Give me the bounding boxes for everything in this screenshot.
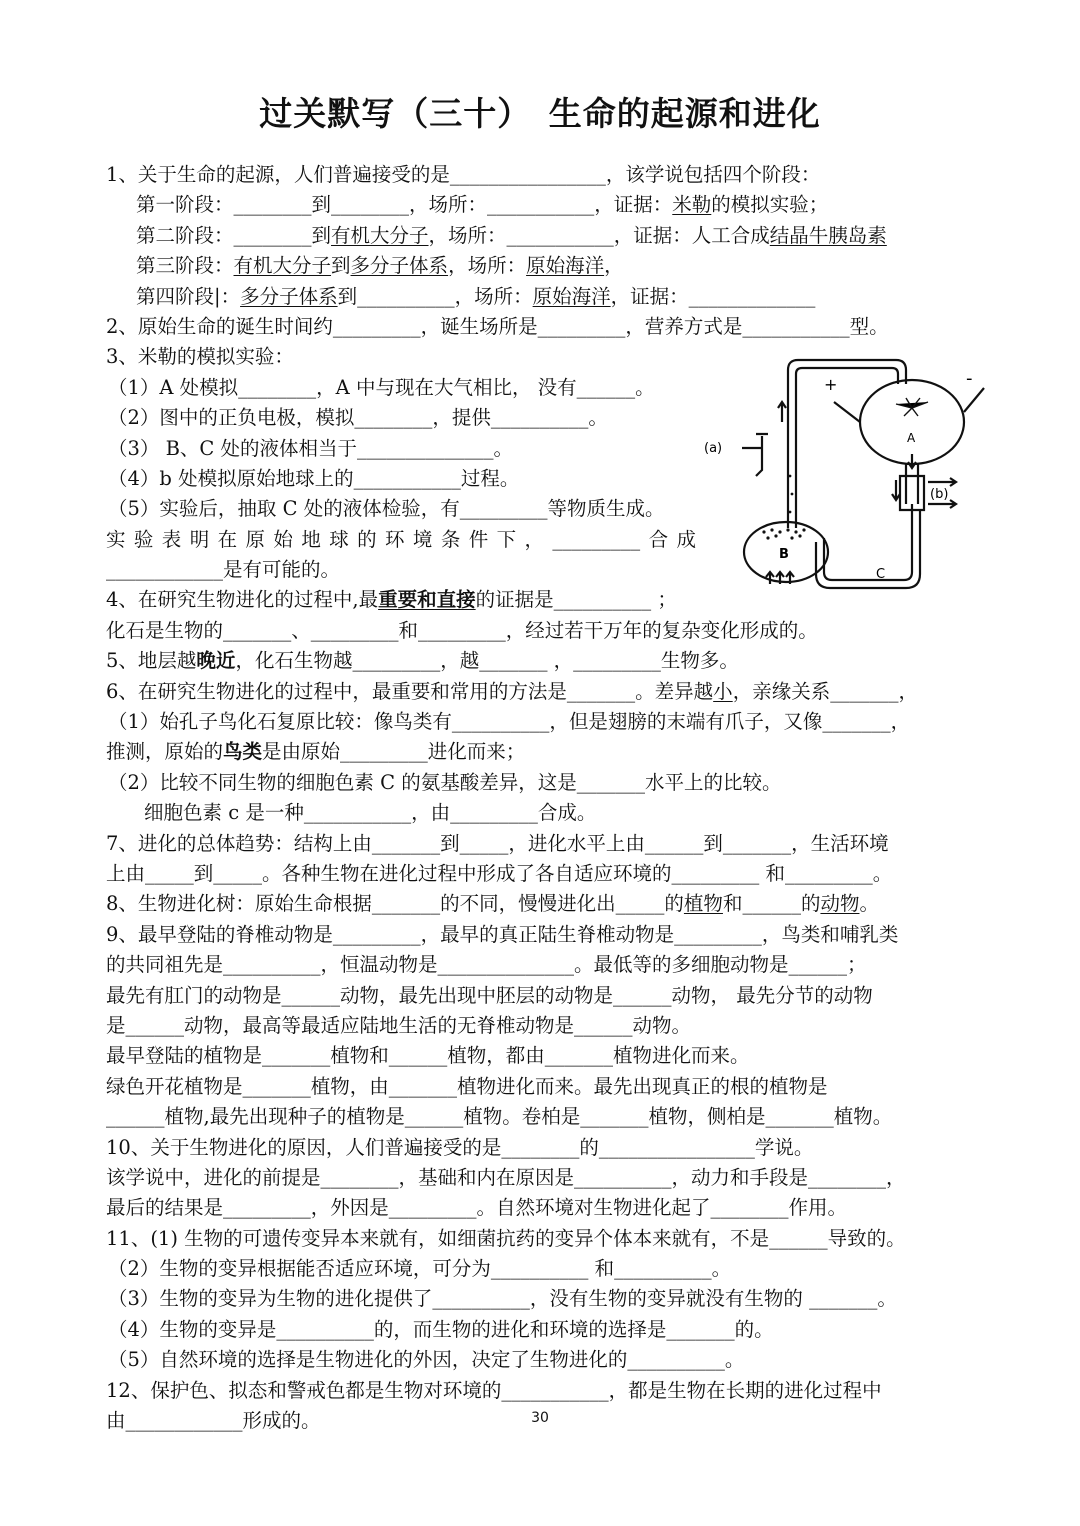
label-b: (b) [930,487,949,502]
condenser-tube-inner [816,510,920,588]
glass-tube-top-inner [796,368,898,528]
q3-conclusion: 实验表明在原始地球的环境条件下，_________合成 [106,527,696,551]
q1-stage4 [106,282,946,312]
label-a: (a) [704,441,723,456]
q1-stage3-text: 第三阶段： [136,254,234,278]
q1-stage1-text: 第一阶段：________到________，场所：___________，证据： [136,193,673,217]
q6-end: ，亲缘关系_______， [732,679,918,703]
q8-end: 。 [859,892,879,916]
q11-item4: （4）生物的变异是__________的，而生物的进化和环境的选择是_______的。 [108,1317,774,1341]
stage3-to: 到 [331,254,351,278]
q6-item1: （1）始孔子鸟化石复原比较：像鸟类有__________，但是翅膀的末端有爪子，又像_______， [108,710,911,734]
q8-line [106,889,946,919]
stage4-end: ，证据：_____________ [610,284,816,308]
label-c: C [876,567,886,582]
q1-stage4-text: 第四阶段|： [136,284,241,308]
q6-infer-text: 推测，原始的 [106,740,224,764]
q5-line [106,646,946,676]
arrow-up-tube [778,402,786,422]
q3-heading: 3、米勒的模拟实验： [106,345,294,369]
stopcock [742,434,768,476]
q4-end: 的证据是__________ ； [475,588,677,612]
q5-end: ，化石生物越_________，越_______ ，_________生物多。 [235,649,739,673]
q11-item3: （3）生物的变异为生物的进化提供了__________，没有生物的变异就没有生物的 _______。 [108,1287,897,1311]
q1-stage2 [106,221,946,251]
q8-mid: 和______的 [722,892,821,916]
q9-line6: 绿色开花植物是_______植物，由_______植物进化而来。最先出现真正的根的植物是 [106,1074,828,1098]
q10-line2: 该学说中，进化的前提是________，基础和内在原因是__________，动力和手段是________， [106,1165,906,1189]
q6-item2: （2）比较不同生物的细胞色素 C 的氨基酸差异，这是_______水平上的比较。 [108,770,782,794]
q1-stage2-mid: ，场所：___________，证据：人工合成 [428,223,770,247]
stage4-term: 多分子体系 [240,284,338,308]
miller-apparatus-diagram [700,352,990,590]
q5-text: 5、地层越 [106,649,197,673]
condenser-tube [824,504,912,580]
q12-line2: 由____________形成的。 [106,1409,321,1433]
q4-text: 4、在研究生物进化的过程中,最 [106,588,379,612]
flask-a-inlet-right [964,388,984,412]
arrow-down-neck [908,454,916,468]
q4-line [106,585,946,615]
q8-plants-term: 植物 [683,892,723,916]
q4-emphasis: 重要和直接 [378,588,476,612]
label-flask-b: B [779,547,789,562]
q6-emphasis: 小 [713,679,733,703]
q11-item1: 11、(1) 生物的可遗传变异本来就有，如细菌抗药的变异个体本来就有，不是______导致的。 [106,1226,906,1250]
q3-item3: （3） B、C 处的液体相当于______________。 [108,436,514,460]
q8-animals-term: 动物 [820,892,860,916]
q4-fossil-line: 化石是生物的_______、_________和_________，经过若干万年的复杂变化形成的。 [106,618,818,642]
q7-line: 7、进化的总体趋势：结构上由_______到_____，进化水平上由______到_______，生活环境 [106,831,889,855]
flask-a [860,380,964,464]
stage3-place-label: ，场所： [448,254,527,278]
q1-stage1-end: 的模拟实验； [711,193,829,217]
q12-line1: 12、保护色、拟态和警戒色都是生物对环境的___________，都是生物在长期的进化过程中 [106,1378,882,1402]
stage4-place: 原始海洋 [532,284,611,308]
page-title: 过关默写（三十） 生命的起源和进化 [259,94,821,133]
stage3-place: 原始海洋 [526,254,605,278]
q10-line3: 最后的结果是_________，外因是_________。自然环境对生物进化起了________作用。 [106,1196,848,1220]
label-minus: - [966,368,973,389]
q10-line1: 10、关于生物进化的原因，人们普遍接受的是________的________________学说。 [106,1135,814,1159]
q1-stage3 [106,251,946,281]
q11-item5: （5）自然环境的选择是生物进化的外因，决定了生物进化的__________。 [108,1348,745,1372]
q7-line2: 上由_____到_____。各种生物在进化过程中形成了各自适应环境的_________ 和_________。 [106,861,893,885]
stage3-term-b: 多分子体系 [350,254,449,278]
flask-a-inlet-left [834,402,860,422]
q9-line1: 9、最早登陆的脊椎动物是_________，最早的真正陆生脊椎动物是_________，鸟类和哺乳类 [106,922,899,946]
q9-line5: 最早登陆的植物是_______植物和______植物，都由_______植物进化而来。 [106,1044,750,1068]
q9-line2: 的共同祖先是__________，恒温动物是______________。最低等的多细胞动物是______； [106,953,867,977]
q6-infer-end: 是由原始_________进化而来； [262,740,526,764]
miller-term: 米勒 [672,193,712,217]
page-number: 30 [531,1410,549,1426]
organic-macromolecule-term: 有机大分子 [331,223,429,247]
q11-item2: （2）生物的变异根据能否适应环境，可分为__________ 和__________。 [108,1257,732,1281]
label-flask-a: A [907,431,916,445]
insulin-term: 结晶牛胰岛素 [769,223,887,247]
q1-stage1 [106,190,946,220]
q6-item1-cont [106,737,946,767]
q3-item1: （1）A 处模拟________，A 中与现在大气相比， 没有______。 [108,375,655,399]
q6-text: 6、在研究生物进化的过程中，最重要和常用的方法是_______。差异越 [106,679,714,703]
water-arrow-out [928,478,956,486]
q3-item5: （5）实验后，抽取 C 处的液体检验，有_________等物质生成。 [108,497,665,521]
stage4-mid: 到__________，场所： [337,284,533,308]
electrode-spark [896,398,928,416]
q3-item4: （4）b 处模拟原始地球上的___________过程。 [108,466,520,490]
q6-line [106,677,946,707]
q9-line3: 最先有肛门的动物是______动物，最先出现中胚层的动物是______动物， 最先分节的动物 [106,983,873,1007]
q2-line: 2、原始生命的诞生时间约_________，诞生场所是_________，营养方式是___________型。 [106,314,889,338]
stage3-term-a: 有机大分子 [233,254,332,278]
q1-line: 1、关于生命的起源，人们普遍接受的是________________，该学说包括四个阶段： [106,163,821,186]
q9-line7: ______植物,最先出现种子的植物是______植物。卷柏是_______植物，侧柏是_______植物。 [106,1105,893,1129]
q6-bird-term: 鸟类 [223,740,263,764]
q8-text: 8、生物进化树：原始生命根据_______的不同，慢慢进化出_____的 [106,892,684,916]
q6-item2-cont: 细胞色素 c 是一种___________，由_________合成。 [144,801,597,825]
stage3-end: ， [604,254,624,278]
label-plus: + [824,375,838,394]
liquid-dots [762,475,805,540]
flask-a-neck [906,464,918,504]
q1-stage2-text: 第二阶段：________到 [136,223,332,247]
q9-line4: 是______动物，最高等最适应陆地生活的无脊椎动物是______动物。 [106,1013,692,1037]
q3-conclusion-end: ____________是有可能的。 [106,558,341,582]
arrow-down-left [892,480,900,500]
q5-emphasis: 晚近 [196,649,236,673]
q3-item2: （2）图中的正负电极，模拟________，提供__________。 [108,406,608,430]
